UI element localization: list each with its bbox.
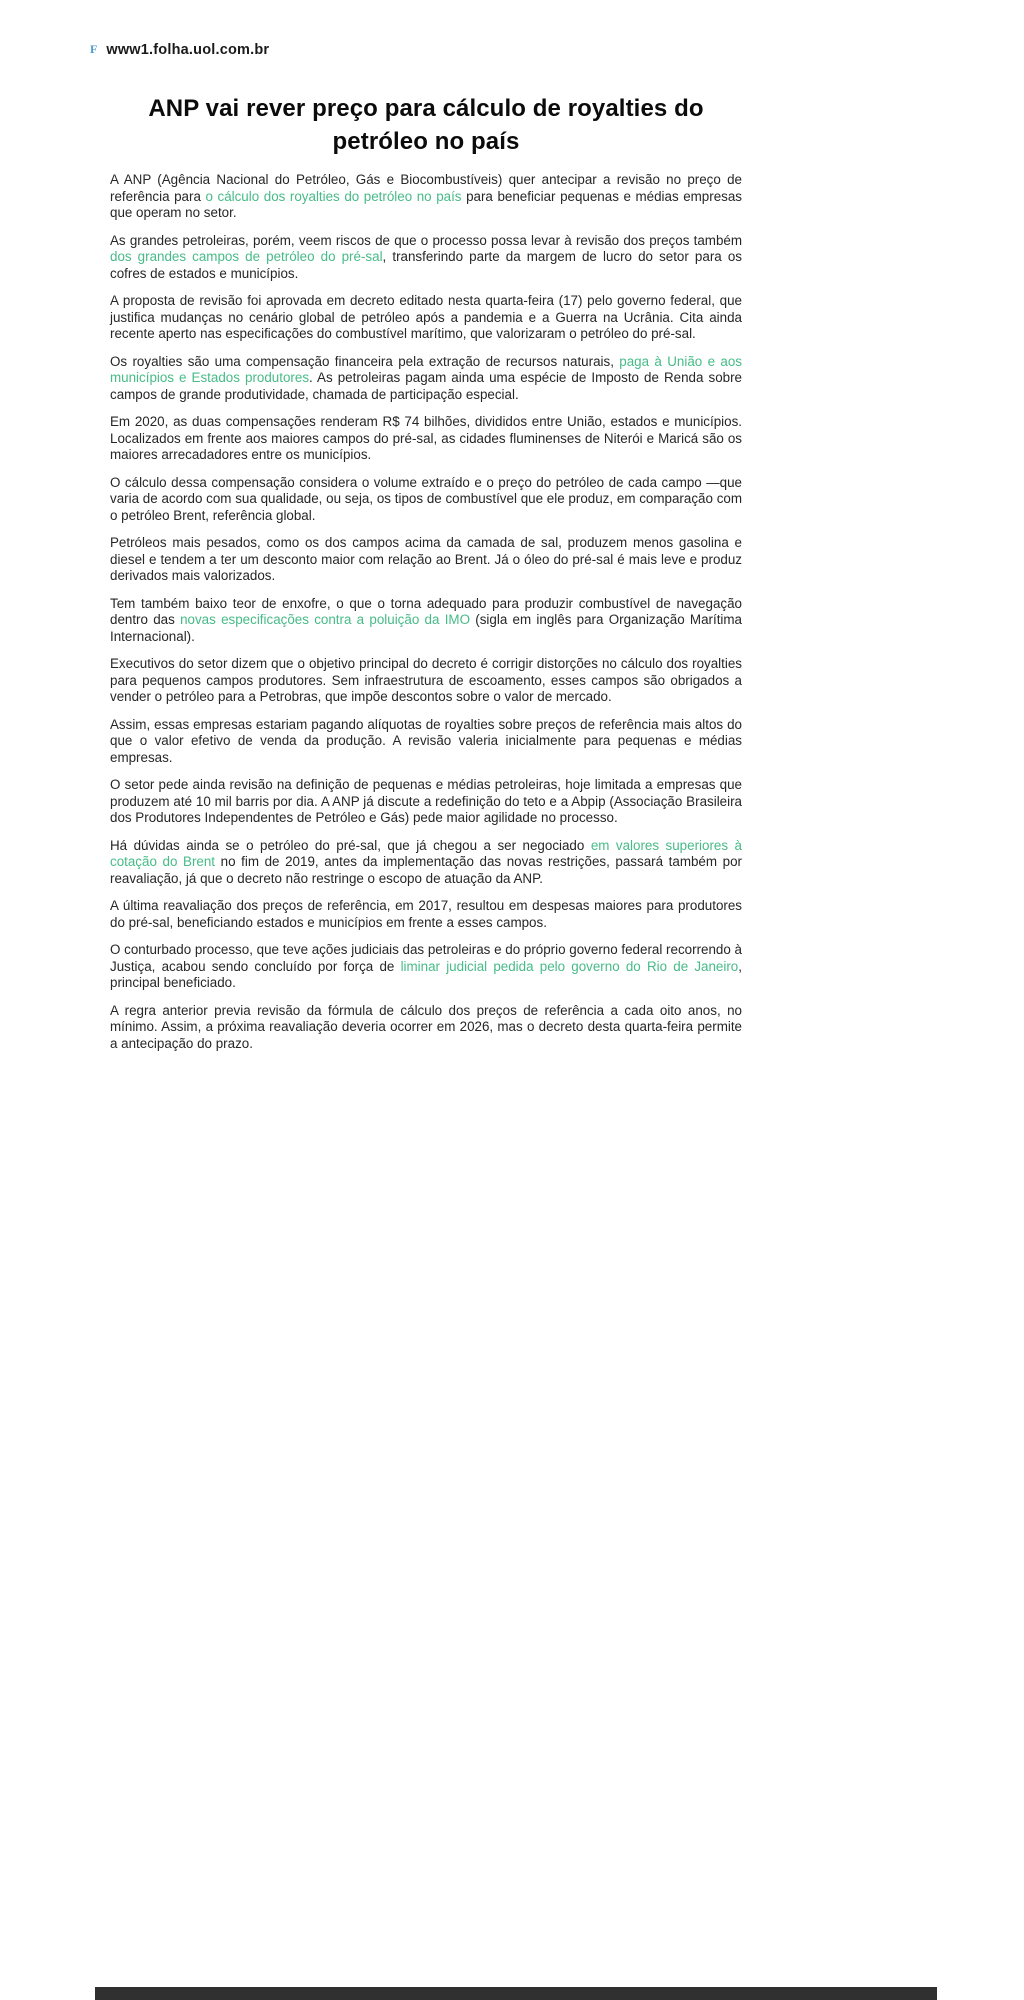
paragraph-text: Tem também baixo teor de enxofre, o que o torna adequado para produzir combustível de navegação dentro das bbox=[110, 595, 742, 627]
paragraph-text: Há dúvidas ainda se o petróleo do pré-sal, que já chegou a ser negociado bbox=[110, 837, 591, 853]
article-paragraph bbox=[110, 596, 742, 646]
footer-dark-bar bbox=[95, 1987, 937, 2000]
paragraph-text: O conturbado processo, que teve ações judiciais das petroleiras e do próprio governo federal recorrendo à Justiça, acabou sendo concluído por força de bbox=[110, 942, 742, 974]
paragraph-text: . As petroleiras pagam ainda uma espécie de Imposto de Renda sobre campos de grande produtividade, chamada de participação especial. bbox=[110, 370, 743, 402]
article-paragraph bbox=[110, 898, 742, 931]
folha-favicon-icon: F bbox=[90, 42, 98, 56]
paragraph-text: A ANP (Agência Nacional do Petróleo, Gás e Biocombustíveis) quer antecipar a revisão no preço de referência para bbox=[110, 172, 742, 204]
paragraph-text: Petróleos mais pesados, como os dos campos acima da camada de sal, produzem menos gasolina e diesel e tendem a ter um desconto maior com relação ao Brent. Já o óleo do pré-sal é mais leve e produz derivados mais valorizados. bbox=[110, 535, 742, 583]
article-paragraph bbox=[110, 293, 742, 343]
paragraph-text: A regra anterior previa revisão da fórmula de cálculo dos preços de referência a cada oito anos, no mínimo. Assim, a próxima reavaliação deveria ocorrer em 2026, mas o decreto desta quarta-feira permite a antecipação do prazo. bbox=[110, 1002, 742, 1051]
paragraph-text: O setor pede ainda revisão na definição de pequenas e médias petroleiras, hoje limitada a empresas que produzem até 10 mil barris por dia. A ANP já discute a redefinição do teto e a Abpip (Associação Brasileira dos Produtores Independentes de Petróleo e Gás) pede maior agilidade no processo. bbox=[110, 777, 742, 825]
paragraph-text: Executivos do setor dizem que o objetivo principal do decreto é corrigir distorções no cálculo dos royalties para pequenos campos produtores. Sem infraestrutura de escoamento, esses campos são obrigados a vender o petróleo para a Petrobras, que impõe descontos sobre o valor de mercado. bbox=[110, 656, 742, 704]
inline-link[interactable]: o cálculo dos royalties do petróleo no país bbox=[205, 188, 462, 204]
article-paragraph bbox=[110, 838, 742, 888]
paragraph-text: As grandes petroleiras, porém, veem riscos de que o processo possa levar à revisão dos preços também bbox=[110, 232, 742, 248]
article-paragraph bbox=[110, 1003, 742, 1053]
inline-link[interactable]: novas especificações contra a poluição da IMO bbox=[180, 612, 470, 627]
article-headline: ANP vai rever preço para cálculo de royalties do petróleo no país bbox=[148, 95, 704, 156]
site-url-label: www1.folha.uol.com.br bbox=[106, 42, 270, 58]
article-paragraph bbox=[110, 535, 742, 585]
paragraph-text: no fim de 2019, antes da implementação das novas restrições, passará também por reavaliação, já que o decreto não restringe o escopo de atuação da ANP. bbox=[110, 854, 742, 886]
article-paragraph bbox=[110, 172, 742, 222]
paragraph-text: Os royalties são uma compensação financeira pela extração de recursos naturais, bbox=[110, 353, 620, 369]
paragraph-text: (sigla em inglês para Organização Marítima Internacional). bbox=[110, 612, 742, 644]
paragraph-text: para beneficiar pequenas e médias empresas que operam no setor. bbox=[110, 188, 742, 220]
article-paragraph bbox=[110, 475, 742, 525]
paragraph-text: O cálculo dessa compensação considera o volume extraído e o preço do petróleo de cada campo —que varia de acordo com sua qualidade, ou seja, os tipos de combustível que ele produz, em comparação com o petróleo Brent, referência global. bbox=[110, 474, 742, 523]
paragraph-text: , transferindo parte da margem de lucro do setor para os cofres de estados e municípios. bbox=[110, 249, 742, 281]
article-paragraph bbox=[110, 942, 742, 992]
inline-link[interactable]: em valores superiores à cotação do Brent bbox=[110, 837, 742, 869]
paragraph-text: , principal beneficiado. bbox=[110, 958, 742, 990]
inline-link[interactable]: liminar judicial pedida pelo governo do Rio de Janeiro bbox=[400, 958, 739, 974]
paragraph-text: A última reavaliação dos preços de referência, em 2017, resultou em despesas maiores para produtores do pré-sal, beneficiando estados e municípios em frente a esses campos. bbox=[110, 898, 742, 930]
paragraph-text: Em 2020, as duas compensações renderam R$ 74 bilhões, divididos entre União, estados e municípios. Localizados em frente aos maiores campos do pré-sal, as cidades fluminenses de Niterói e Maricá são os maiores arrecadadores entre os municípios. bbox=[110, 414, 742, 462]
article-body bbox=[110, 172, 742, 1063]
article-paragraph bbox=[110, 414, 742, 464]
inline-link[interactable]: dos grandes campos de petróleo do pré-sal bbox=[110, 249, 383, 264]
inline-link[interactable]: paga à União e aos municípios e Estados produtores bbox=[110, 353, 742, 385]
paragraph-text: A proposta de revisão foi aprovada em decreto editado nesta quarta-feira (17) pelo governo federal, que justifica mudanças no cenário global de petróleo após a pandemia e a Guerra na Ucrânia. Cita ainda recente aperto nas especificações do combustível marítimo, que valorizaram o petróleo do pré-sal. bbox=[110, 293, 742, 341]
article-paragraph bbox=[110, 777, 742, 827]
article-paragraph bbox=[110, 656, 742, 706]
article-paragraph bbox=[110, 717, 742, 767]
article-paragraph bbox=[110, 233, 742, 283]
paragraph-text: Assim, essas empresas estariam pagando alíquotas de royalties sobre preços de referência mais altos do que o valor efetivo de venda da produção. A revisão valeria inicialmente para pequenas e médias empresas. bbox=[110, 716, 742, 765]
article-paragraph bbox=[110, 354, 742, 404]
url-bar[interactable] bbox=[90, 42, 269, 58]
